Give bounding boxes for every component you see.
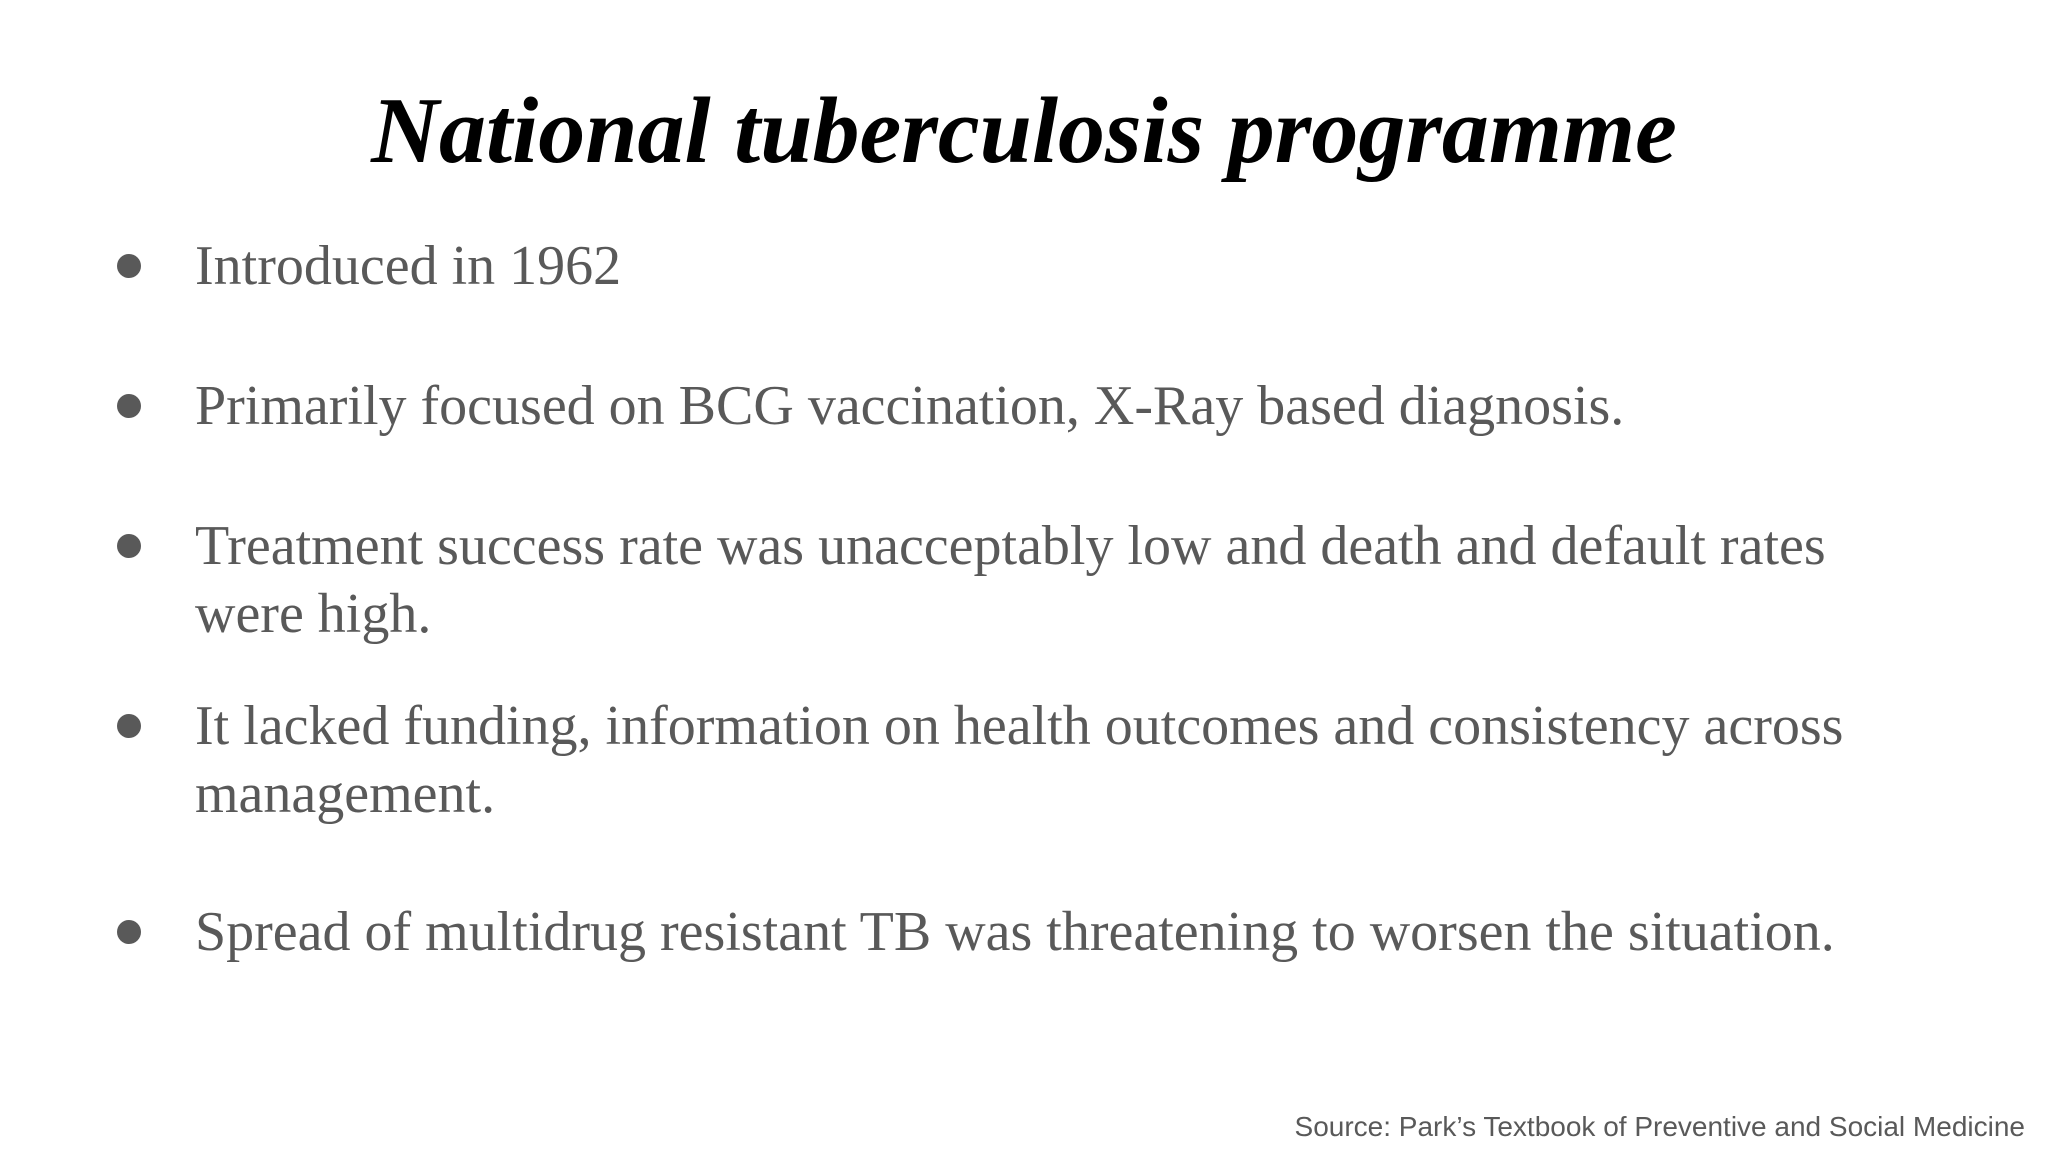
bullet-dot-icon bbox=[117, 254, 141, 278]
bullet-dot-icon bbox=[117, 534, 141, 558]
bullet-item bbox=[195, 372, 1915, 440]
bullet-text: Introduced in 1962 bbox=[195, 235, 622, 297]
bullet-item bbox=[195, 898, 1915, 966]
bullet-text: Spread of multidrug resistant TB was threatening to worsen the situation. bbox=[195, 901, 1835, 963]
bullet-text: It lacked funding, information on health outcomes and consistency across management. bbox=[195, 695, 1844, 825]
bullet-item bbox=[195, 232, 1915, 300]
bullet-dot-icon bbox=[117, 714, 141, 738]
bullet-text: Treatment success rate was unacceptably low and death and default rates were high. bbox=[195, 515, 1826, 645]
bullet-dot-icon bbox=[117, 394, 141, 418]
bullet-text: Primarily focused on BCG vaccination, X-Ray based diagnosis. bbox=[195, 375, 1625, 437]
bullet-dot-icon bbox=[117, 920, 141, 944]
bullet-item bbox=[195, 512, 1915, 648]
slide-title: National tuberculosis programme bbox=[371, 79, 1677, 183]
bullet-item bbox=[195, 692, 1915, 828]
source-citation: Source: Park’s Textbook of Preventive and Social Medicine bbox=[1294, 1111, 2025, 1142]
